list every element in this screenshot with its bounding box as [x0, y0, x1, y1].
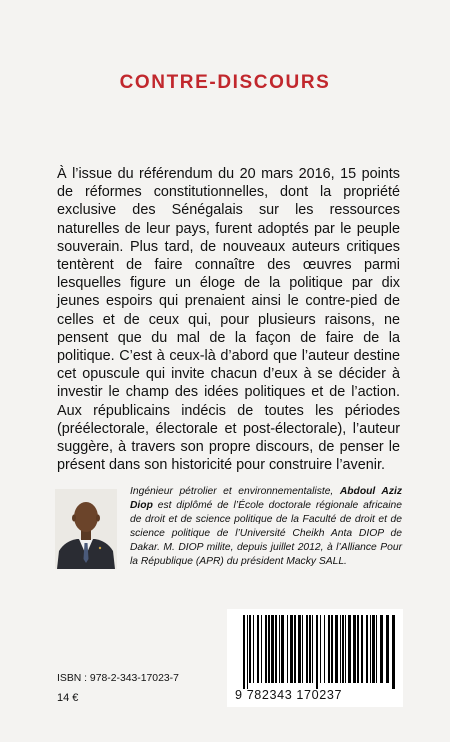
author-portrait-icon	[55, 489, 117, 569]
bio-text: est diplômé de l’École doctorale régionale africaine de droit et de science politique de la Faculté de droit et de science politique de l’Université Cheikh Anta DIOP de Dakar. M. DIOP milite, depuis juillet 2012, à l’Alliance Pour la République (APR) du président Macky SALL.	[130, 500, 402, 568]
isbn: ISBN : 978-2-343-17023-7	[57, 673, 179, 684]
bio-intro: Ingénieur pétrolier et environnementaliste,	[130, 486, 340, 497]
barcode	[227, 609, 403, 707]
book-title: CONTRE-DISCOURS	[119, 72, 331, 93]
back-cover-summary	[57, 165, 400, 474]
author-name: Abdoul Aziz Diop	[130, 486, 402, 512]
author-biography	[130, 485, 402, 570]
summary-paragraph: À l’issue du référendum du 20 mars 2016, 15 points de réformes constitutionnelles, dont la propriété exclusive des Sénégalais sur les ressources naturelles de leur pays, furent adoptés par le peuple souverain. Plus tard, de nouveaux auteurs critiques tentèrent de faire connaître des œuvres parmi lesquelles figure un éloge de la politique par dix jeunes espoirs qui prenaient ainsi le contre-pied de celles et de ceux qui, pour plusieurs raisons, ne pensent que du mal de la façon de faire de la politique. C’est à ceux-là d’abord que l’auteur destine cet opuscule qui invite chacun d’eux à se décider à investir le champ des idées politiques et de l’action. Aux républicains indécis de toutes les périodes (préélectorale, électorale et post-électorale), l’auteur suggère, à travers son propre discours, de penser le présent dans son historicité pour construire l’avenir.	[57, 166, 400, 474]
barcode-bars-icon	[227, 609, 403, 689]
price: 14 €	[57, 692, 79, 704]
barcode-number: 9 782343 170237	[235, 688, 343, 702]
author-photo	[55, 489, 117, 569]
